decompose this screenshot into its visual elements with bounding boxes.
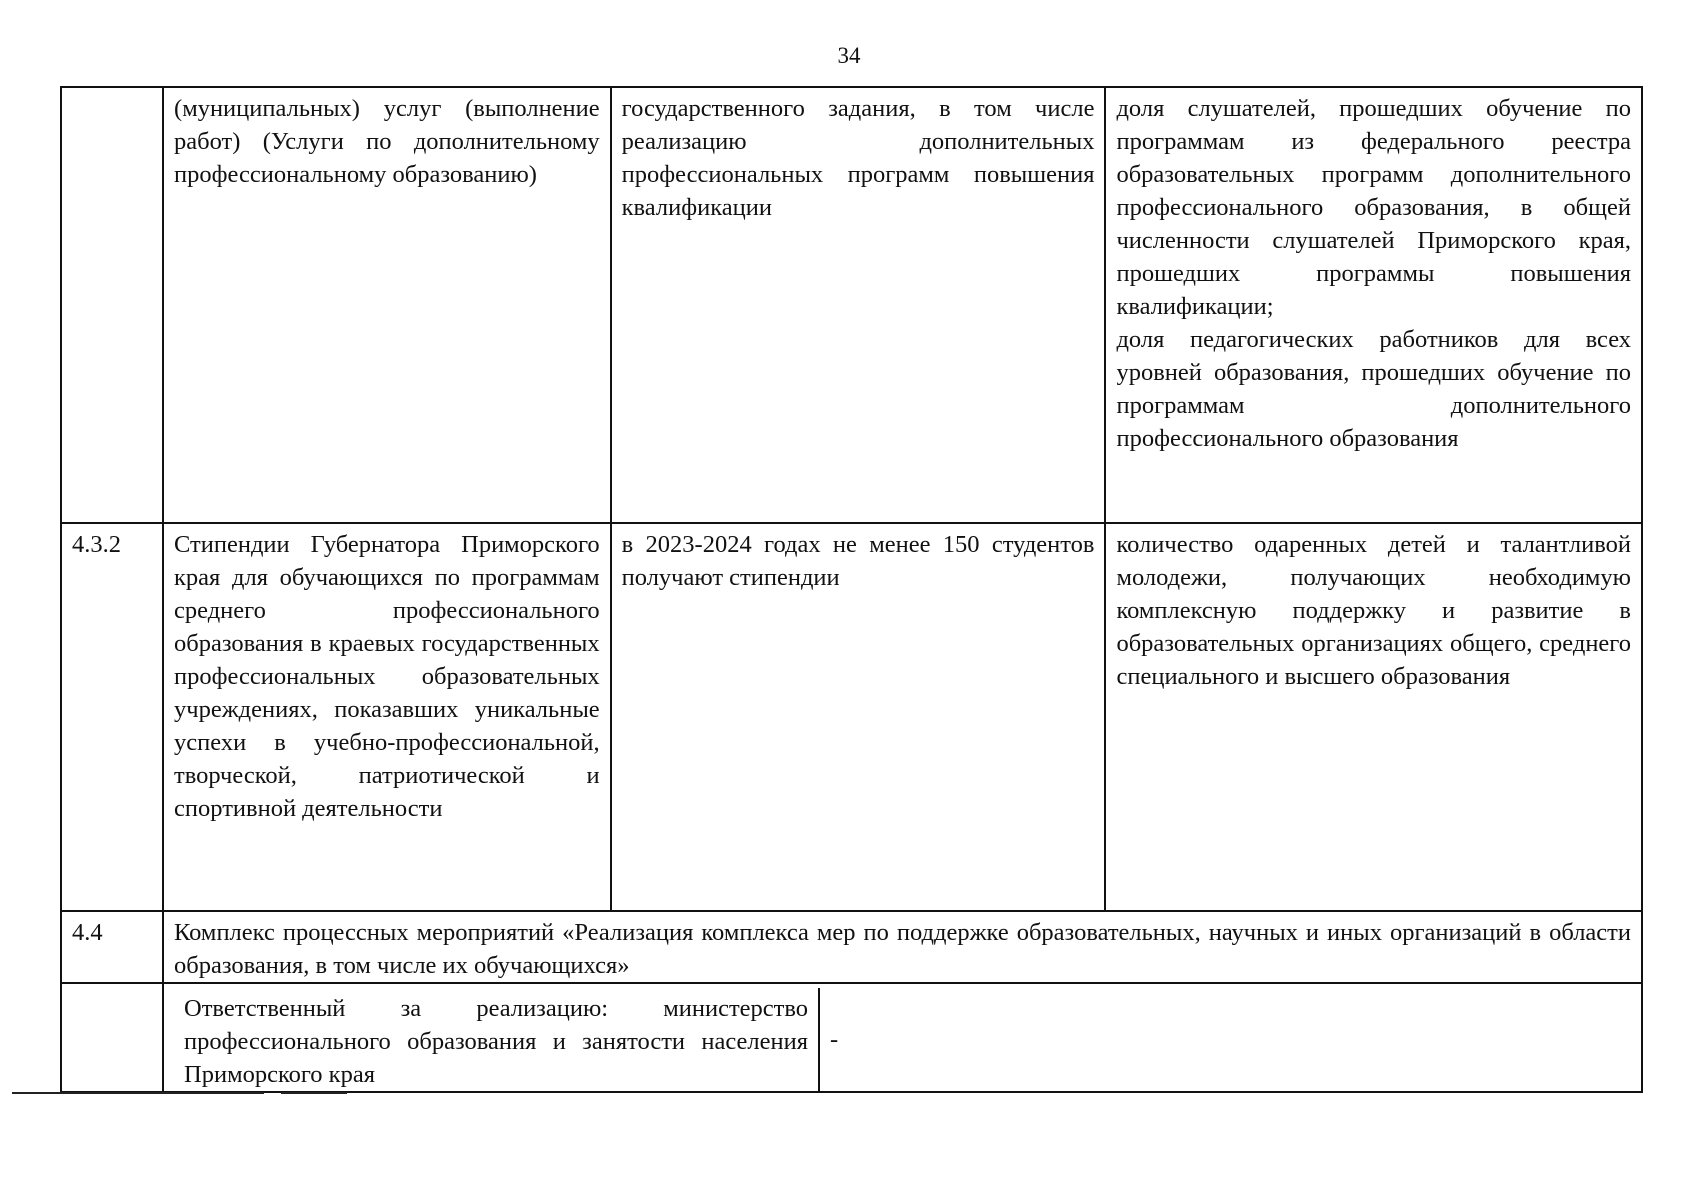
indicator-cell: количество одаренных детей и талантливой молодежи, получающих необходимую комплексную поддержку и развитие в образовательных организациях общего, среднего специального и высшего образования bbox=[1105, 523, 1642, 911]
program-table bbox=[60, 86, 1643, 1093]
responsible-container bbox=[163, 983, 1642, 1092]
responsible-label: Ответственный за реализацию: министерство профессионального образования и занятости населения Приморского края bbox=[174, 988, 820, 1091]
section-title-cell: Комплекс процессных мероприятий «Реализация комплекса мер по поддержке образовательных, научных и иных организаций в области образования, в том числе их обучающихся» bbox=[163, 911, 1642, 983]
section-row bbox=[61, 911, 1642, 983]
footnote-rule bbox=[12, 1092, 264, 1094]
row-number-cell: 4.3.2 bbox=[61, 523, 163, 911]
section-number-cell: 4.4 bbox=[61, 911, 163, 983]
table-row bbox=[61, 87, 1642, 523]
indicator-text: доля слушателей, прошедших обучение по программам из федерального реестра образовательных программ дополнительного профессионального образования, в общей численности слушателей Приморского края, прошедших программы повышения квалификации; bbox=[1116, 95, 1631, 320]
table-row bbox=[61, 523, 1642, 911]
task-cell: государственного задания, в том числе реализацию дополнительных профессиональных программ повышения квалификации bbox=[611, 87, 1106, 523]
page-number: 34 bbox=[837, 43, 861, 68]
row-number-cell bbox=[61, 87, 163, 523]
responsible-row bbox=[61, 983, 1642, 1092]
task-cell: в 2023-2024 годах не менее 150 студентов получают стипендии bbox=[611, 523, 1106, 911]
measure-name-cell: Стипендии Губернатора Приморского края для обучающихся по программам среднего профессионального образования в краевых государственных профессиональных образовательных учреждениях, показавших уникальные успехи в учебно-профессиональной, творческой, патриотической и спортивной деятельности bbox=[163, 523, 611, 911]
measure-name-cell: (муниципальных) услуг (выполнение работ) (Услуги по дополнительному профессиональному образованию) bbox=[163, 87, 611, 523]
empty-cell bbox=[61, 983, 163, 1092]
responsible-value: - bbox=[830, 1026, 839, 1053]
indicator-cell bbox=[1105, 87, 1642, 523]
footnote-rule bbox=[281, 1092, 347, 1094]
indicator-text: доля педагогических работников для всех уровней образования, прошедших обучение по программам дополнительного профессионального образования bbox=[1116, 326, 1631, 452]
